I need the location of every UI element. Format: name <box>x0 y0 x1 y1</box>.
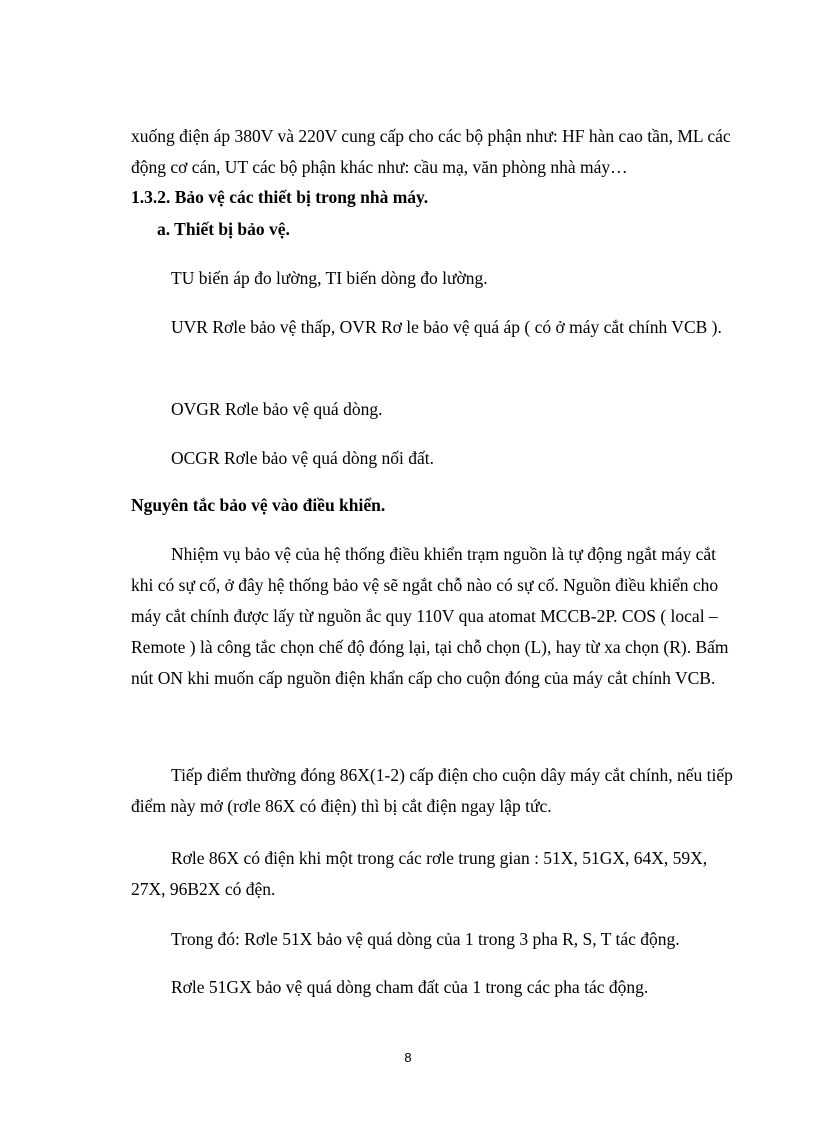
paragraph-ocgr: OCGR Rơle bảo vệ quá dòng nối đất. <box>171 448 434 468</box>
page-number: 8 <box>404 1050 412 1065</box>
heading-a: a. Thiết bị bảo vệ. <box>157 219 290 239</box>
heading-1-3-2: 1.3.2. Bảo vệ các thiết bị trong nhà máy. <box>131 187 429 207</box>
paragraph-ovgr: OVGR Rơle bảo vệ quá dòng. <box>171 399 383 419</box>
paragraph-role-51gx: Rơle 51GX bảo vệ quá dòng cham đất của 1 trong các pha tác động. <box>171 977 649 997</box>
paragraph-tiep-diem: Tiếp điểm thường đóng 86X(1-2) cấp điện cho cuộn dây máy cắt chính, nếu tiếp điểm này mở (rơle 86X có điện) thì bị cắt điện ngay lập tức. <box>131 765 733 816</box>
paragraph-role-86x: Rơle 86X có điện khi một trong các rơle trung gian : 51X, 51GX, 64X, 59X, 27X, 96B2X có đện. <box>131 848 708 899</box>
paragraph-role-51x: Trong đó: Rơle 51X bảo vệ quá dòng của 1 trong 3 pha R, S, T tác động. <box>171 929 680 949</box>
paragraph-nhiem-vu: Nhiệm vụ bảo vệ của hệ thống điều khiển trạm nguồn là tự động ngắt máy cắt khi có sự cố, ở đây hệ thống bảo vệ sẽ ngắt chỗ nào có sự cố. Nguồn điều khiển cho máy cắt chính được lấy từ nguồn ắc quy 110V qua atomat MCCB-2P. COS ( local – Remote ) là công tắc chọn chế độ đóng lại, tại chỗ chọn (L), hay từ xa chọn (R). Bấm nút ON khi muốn cấp nguồn điện khẩn cấp cho cuộn đóng của máy cắt chính VCB. <box>131 544 729 688</box>
paragraph-intro: xuống điện áp 380V và 220V cung cấp cho các bộ phận như: HF hàn cao tần, ML các động cơ cán, UT các bộ phận khác như: cầu mạ, văn phòng nhà máy… <box>131 126 731 177</box>
heading-nguyen-tac: Nguyên tắc bảo vệ vào điều khiển. <box>131 495 386 515</box>
paragraph-tu-ti: TU biến áp đo lường, TI biến dòng đo lường. <box>171 268 488 288</box>
paragraph-uvr-ovr: UVR Rơle bảo vệ thấp, OVR Rơ le bảo vệ quá áp ( có ở máy cắt chính VCB ). <box>171 317 722 337</box>
